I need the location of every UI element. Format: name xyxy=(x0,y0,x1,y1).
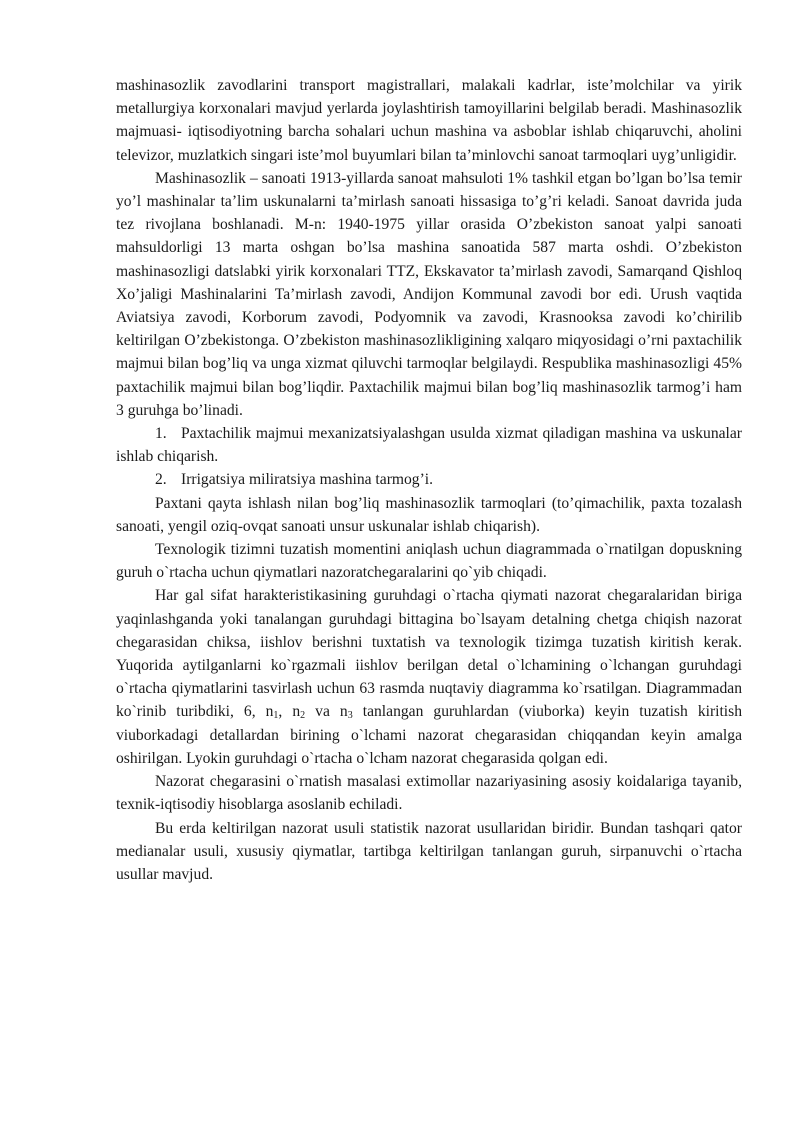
paragraph-control-limits: Nazorat chegarasini o`rnatish masalasi extimollar nazariyasining asosiy koidalariga tayanib, texnik-iqtisodiy hisoblarga asoslanib echiladi. xyxy=(116,773,742,814)
list-item-text: Paxtachilik majmui mexanizatsiyalashgan usulda xizmat qiladigan mashina va uskunalar ishlab chiqarish. xyxy=(116,425,742,466)
subscript-2: 2 xyxy=(300,710,306,722)
paragraph-control-methods: Bu erda keltirilgan nazorat usuli statistik nazorat usullaridan biridir. Bundan tashqari qator medianalar usuli, xususiy qiymatlar, tartibga keltirilgan tanlangan guruh, sirpanuvchi o`rtacha usullar mavjud. xyxy=(116,819,742,883)
list-item-text: Irrigatsiya miliratsiya mashina tarmog’i. xyxy=(181,471,434,489)
list-number: 1. xyxy=(155,425,167,443)
paragraph-history: Mashinasozlik – sanoati 1913-yillarda sanoat mahsuloti 1% tashkil etgan bo’lgan bo’lsa temir yo’l mashinalar ta’lim uskunalarni ta’mirlash sanoati hissasiga to’g’ri keladi. Sanoat davrida juda tez rivojlana boshlanadi. M-n: 1940-1975 yillar orasida O’zbekiston sanoat yalpi sanoati mahsuldorligi 13 marta oshgan bo’lsa mashina sanoatida 587 marta oshdi. O’zbekiston mashinasozligi datslabki yirik korxonalari TTZ, Ekskavator ta’mirlash zavodi, Samarqand Qishloq Xo’jaligi Mashinalarini Ta’mirlash zavodi, Andijon Kommunal zavodi bor edi. Urush vaqtida Aviatsiya zavodi, Korborum zavodi, Podyomnik va zavodi, Krasnooksa zavodi ko’chirilib keltirilgan O’zbekistonga. O’zbekiston mashinasozlikligining xalqaro miqyosidagi o’rni paxtachilik majmui bilan bog’liq va unga xizmat qiluvchi tarmoqlar belgilaydi. Respublika mashinasozligi 45% paxtachilik majmui bilan bog’liqdir. Paxtachilik majmui bilan bog’liq mashinasozlik tarmog’i ham 3 guruhga bo’linadi. xyxy=(116,169,742,419)
diagram-text-part1: Har gal sifat harakteristikasining guruhdagi o`rtacha qiymati nazorat chegaralaridan biriga yaqinlashganda yoki tanalangan guruhdagi bittagina bo`lsayam detalning chetga chiqish nazorat chegarasidan chiksa, iishlov berishni tuxtatish va texnologik tizimga tuzatish kiritish kerak. Yuqorida aytilganlarni ko`rgazmali iishlov berilgan detal o`lchamining o`lchangan guruhdagi o`rtacha qiymatlarini tasvirlash uchun 63 rasmda nuqtaviy diagramma ko`rsatilgan. Diagrammadan ko`rinib turibdiki, 6, n xyxy=(116,587,742,721)
subscript-1: 1 xyxy=(273,710,279,722)
subscript-3: 3 xyxy=(347,710,353,722)
diagram-text-part2: tanlangan guruhlardan (viuborka) keyin tuzatish kiritish viuborkadagi detallardan birining o`lchami nazorat chegarasidan chiqqandan keyin amalga oshirilgan. Lyokin guruhdagi o`rtacha o`lcham nazorat chegarasida qolgan edi. xyxy=(116,703,743,767)
list-item xyxy=(116,468,742,491)
paragraph-cotton-processing: Paxtani qayta ishlash nilan bog’liq mashinasozlik tarmoqlari (to’qimachilik, paxta tozalash sanoati, yengil oziq-ovqat sanoati unsur uskunalar ishlab chiqarish). xyxy=(116,494,742,535)
list-number: 2. xyxy=(155,471,167,489)
list-item xyxy=(116,422,742,468)
diagram-separator-1: , n xyxy=(278,703,301,721)
paragraph-tech-system: Texnologik tizimni tuzatish momentini aniqlash uchun diagrammada o`rnatilgan dopuskning guruh o`rtacha uchun qiymatlari nazoratchegaralarini qo`yib chiqadi. xyxy=(116,541,742,582)
document-page xyxy=(116,74,742,886)
paragraph-intro: mashinasozlik zavodlarini transport magistrallari, malakali kadrlar, iste’molchilar va yirik metallurgiya korxonalari mavjud yerlarda joylashtirish tamoyillarini belgilab beradi. Mashinasozlik majmuasi- iqtisodiyotning barcha sohalari uchun mashina va asboblar ishlab chiqaruvchi, aholini televizor, muzlatkich singari iste’mol buyumlari bilan ta’minlovchi sanoat tarmoqlari uyg’unligidir. xyxy=(116,77,742,164)
paragraph-diagram xyxy=(116,584,742,770)
diagram-separator-2: va n xyxy=(305,703,348,721)
